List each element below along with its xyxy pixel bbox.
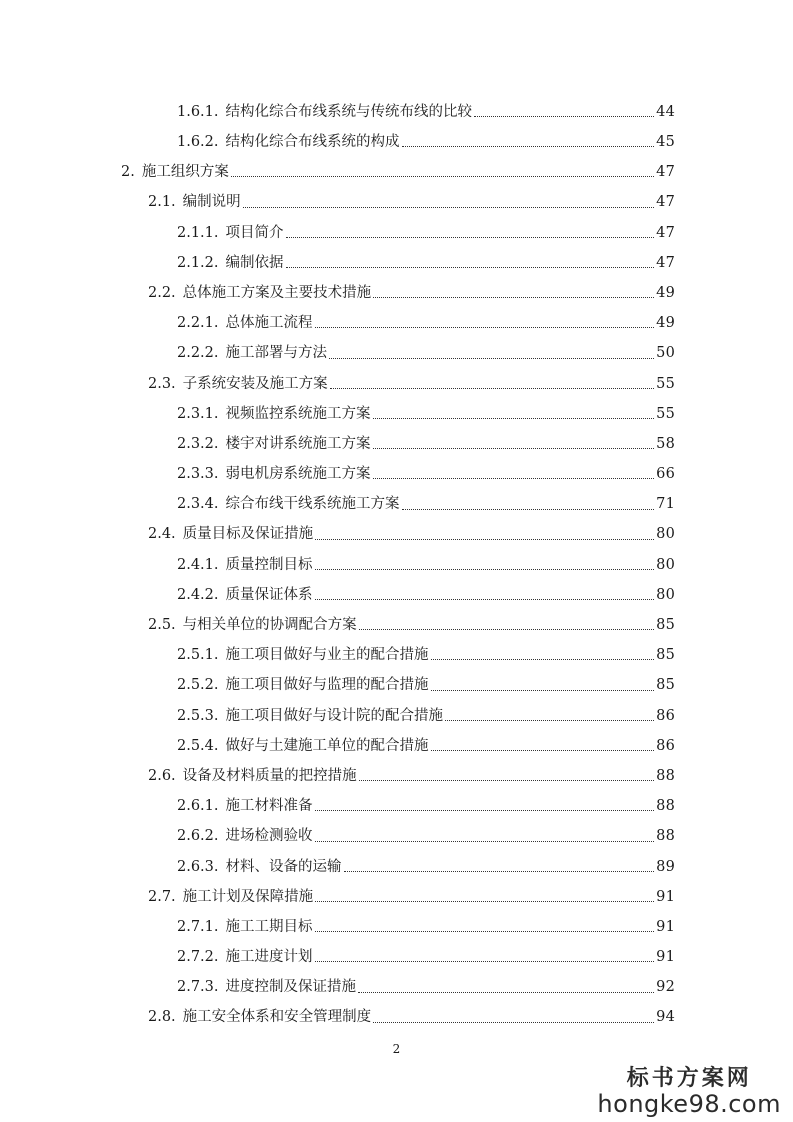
toc-entry-number: 2.2.2. (177, 345, 219, 362)
toc-entry-title: 设备及材料质量的把控措施 (182, 767, 357, 784)
toc-entry-page: 44 (656, 103, 675, 120)
toc-entry[interactable] (0, 97, 793, 127)
toc-entry-title: 视频监控系统施工方案 (225, 405, 371, 422)
toc-leader-dots (359, 628, 654, 630)
toc-entry[interactable] (0, 580, 793, 610)
toc-entry-title: 楼宇对讲系统施工方案 (225, 435, 371, 452)
toc-entry-page: 85 (656, 677, 675, 694)
toc-entry-page: 89 (656, 858, 675, 875)
toc-entry-page: 47 (656, 164, 675, 181)
toc-entry-page: 92 (656, 979, 675, 996)
toc-entry-title: 结构化综合布线系统与传统布线的比较 (225, 103, 473, 120)
toc-leader-dots (402, 508, 655, 510)
toc-entry-title: 综合布线干线系统施工方案 (225, 496, 400, 513)
toc-leader-dots (474, 115, 654, 117)
toc-entry-page: 58 (656, 435, 675, 452)
toc-entry-number: 1.6.1. (177, 103, 219, 120)
toc-entry-title: 编制依据 (225, 254, 284, 271)
toc-entry-title: 做好与土建施工单位的配合措施 (225, 737, 429, 754)
toc-entry-number: 2.5.3. (177, 707, 219, 724)
toc-entry[interactable] (0, 610, 793, 640)
toc-entry-number: 1.6.2. (177, 134, 219, 151)
toc-entry-number: 2.8. (148, 1009, 176, 1026)
toc-entry-title: 结构化综合布线系统的构成 (225, 134, 400, 151)
toc-entry[interactable] (0, 550, 793, 580)
toc-leader-dots (315, 960, 655, 962)
toc-leader-dots (402, 145, 655, 147)
toc-entry-page: 80 (656, 586, 675, 603)
toc-entry[interactable] (0, 489, 793, 519)
toc-entry[interactable] (0, 671, 793, 701)
toc-leader-dots (315, 809, 655, 811)
toc-entry-title: 子系统安装及施工方案 (182, 375, 328, 392)
toc-leader-dots (315, 930, 655, 932)
toc-entry-title: 质量目标及保证措施 (182, 526, 314, 543)
toc-entry-page: 47 (656, 254, 675, 271)
toc-entry-page: 91 (656, 888, 675, 905)
toc-entry-number: 2.3. (148, 375, 176, 392)
toc-entry-page: 94 (656, 1009, 675, 1026)
toc-entry-page: 47 (656, 224, 675, 241)
toc-entry-number: 2.1.2. (177, 254, 219, 271)
toc-leader-dots (373, 477, 655, 479)
toc-leader-dots (329, 357, 654, 359)
toc-entry-number: 2.4.2. (177, 586, 219, 603)
table-of-contents (0, 97, 793, 1033)
toc-leader-dots (243, 206, 654, 208)
toc-entry-number: 2.7.2. (177, 949, 219, 966)
toc-entry-title: 弱电机房系统施工方案 (225, 466, 371, 483)
toc-leader-dots (373, 417, 655, 419)
toc-entry-number: 2. (121, 164, 135, 181)
toc-entry[interactable] (0, 761, 793, 791)
toc-entry[interactable] (0, 942, 793, 972)
toc-entry-number: 2.2. (148, 284, 176, 301)
toc-entry[interactable] (0, 520, 793, 550)
toc-entry-title: 进度控制及保证措施 (225, 979, 357, 996)
toc-entry-page: 55 (656, 375, 675, 392)
toc-entry-number: 2.5.2. (177, 677, 219, 694)
toc-entry-number: 2.3.1. (177, 405, 219, 422)
toc-leader-dots (315, 840, 655, 842)
toc-leader-dots (344, 870, 655, 872)
toc-entry[interactable] (0, 339, 793, 369)
toc-entry-page: 88 (656, 798, 675, 815)
toc-leader-dots (286, 236, 655, 238)
toc-entry-title: 施工部署与方法 (225, 345, 328, 362)
toc-entry[interactable] (0, 882, 793, 912)
toc-entry-title: 施工材料准备 (225, 798, 313, 815)
toc-entry-page: 45 (656, 134, 675, 151)
toc-entry-number: 2.3.3. (177, 466, 219, 483)
toc-entry-number: 2.6.1. (177, 798, 219, 815)
toc-entry-number: 2.3.4. (177, 496, 219, 513)
toc-entry-title: 施工进度计划 (225, 949, 313, 966)
toc-entry-number: 2.7. (148, 888, 176, 905)
toc-entry-number: 2.2.1. (177, 315, 219, 332)
toc-entry[interactable] (0, 369, 793, 399)
toc-leader-dots (315, 598, 655, 600)
toc-entry[interactable] (0, 912, 793, 942)
toc-entry-number: 2.6.3. (177, 858, 219, 875)
toc-leader-dots (431, 658, 655, 660)
toc-entry-number: 2.5. (148, 617, 176, 634)
toc-entry-page: 86 (656, 707, 675, 724)
watermark-brand-cn: 标书方案网 (626, 1065, 752, 1091)
toc-entry-number: 2.6. (148, 767, 176, 784)
toc-leader-dots (315, 568, 655, 570)
toc-entry[interactable] (0, 429, 793, 459)
toc-leader-dots (315, 326, 655, 328)
toc-entry-page: 71 (656, 496, 675, 513)
toc-entry-title: 施工项目做好与设计院的配合措施 (225, 707, 444, 724)
toc-entry-title: 材料、设备的运输 (225, 858, 342, 875)
toc-entry[interactable] (0, 278, 793, 308)
toc-entry-title: 施工安全体系和安全管理制度 (182, 1009, 372, 1026)
toc-entry-title: 质量保证体系 (225, 586, 313, 603)
toc-entry-page: 49 (656, 315, 675, 332)
toc-entry-page: 50 (656, 345, 675, 362)
toc-entry[interactable] (0, 822, 793, 852)
toc-entry-title: 项目简介 (225, 224, 284, 241)
toc-entry[interactable] (0, 791, 793, 821)
toc-entry-page: 80 (656, 526, 675, 543)
toc-entry-title: 进场检测验收 (225, 828, 313, 845)
toc-entry[interactable] (0, 218, 793, 248)
toc-entry[interactable] (0, 127, 793, 157)
toc-entry[interactable] (0, 459, 793, 489)
toc-entry[interactable] (0, 308, 793, 338)
toc-entry-page: 66 (656, 466, 675, 483)
toc-entry-page: 80 (656, 556, 675, 573)
toc-entry-title: 总体施工方案及主要技术措施 (182, 284, 372, 301)
toc-entry-number: 2.5.1. (177, 647, 219, 664)
toc-entry-number: 2.1. (148, 194, 176, 211)
site-watermark (597, 1061, 781, 1118)
toc-leader-dots (330, 387, 654, 389)
toc-entry-page: 47 (656, 194, 675, 211)
toc-entry-number: 2.4.1. (177, 556, 219, 573)
toc-entry[interactable] (0, 188, 793, 218)
toc-entry-title: 施工项目做好与业主的配合措施 (225, 647, 429, 664)
toc-entry-title: 与相关单位的协调配合方案 (182, 617, 357, 634)
toc-entry-page: 88 (656, 767, 675, 784)
toc-entry-title: 质量控制目标 (225, 556, 313, 573)
toc-leader-dots (431, 749, 655, 751)
toc-entry-number: 2.7.3. (177, 979, 219, 996)
toc-entry-number: 2.5.4. (177, 737, 219, 754)
toc-entry-title: 施工组织方案 (141, 164, 229, 181)
toc-entry-page: 91 (656, 949, 675, 966)
toc-entry-title: 编制说明 (182, 194, 241, 211)
toc-entry-page: 91 (656, 918, 675, 935)
page-number: 2 (392, 1042, 401, 1056)
toc-entry-title: 总体施工流程 (225, 315, 313, 332)
toc-entry-page: 55 (656, 405, 675, 422)
toc-leader-dots (286, 266, 655, 268)
toc-entry-title: 施工工期目标 (225, 918, 313, 935)
toc-entry-page: 85 (656, 647, 675, 664)
toc-leader-dots (358, 991, 654, 993)
toc-entry[interactable] (0, 640, 793, 670)
toc-leader-dots (373, 296, 654, 298)
toc-entry-page: 88 (656, 828, 675, 845)
toc-leader-dots (315, 538, 654, 540)
toc-leader-dots (359, 779, 654, 781)
toc-entry-number: 2.6.2. (177, 828, 219, 845)
toc-leader-dots (431, 689, 655, 691)
watermark-domain: hongke98.com (597, 1090, 781, 1118)
toc-entry-page: 49 (656, 284, 675, 301)
toc-leader-dots (231, 175, 654, 177)
toc-entry[interactable] (0, 731, 793, 761)
toc-entry[interactable] (0, 248, 793, 278)
toc-entry-number: 2.7.1. (177, 918, 219, 935)
toc-entry[interactable] (0, 1003, 793, 1033)
toc-entry-page: 86 (656, 737, 675, 754)
toc-entry[interactable] (0, 972, 793, 1002)
toc-leader-dots (373, 447, 655, 449)
toc-entry-number: 2.3.2. (177, 435, 219, 452)
toc-leader-dots (315, 900, 654, 902)
toc-leader-dots (445, 719, 654, 721)
toc-entry-number: 2.4. (148, 526, 176, 543)
toc-entry-title: 施工计划及保障措施 (182, 888, 314, 905)
toc-entry[interactable] (0, 399, 793, 429)
toc-leader-dots (373, 1021, 654, 1023)
toc-entry-page: 85 (656, 617, 675, 634)
toc-entry[interactable] (0, 157, 793, 187)
toc-entry[interactable] (0, 852, 793, 882)
toc-entry-title: 施工项目做好与监理的配合措施 (225, 677, 429, 694)
toc-entry-number: 2.1.1. (177, 224, 219, 241)
toc-entry[interactable] (0, 701, 793, 731)
